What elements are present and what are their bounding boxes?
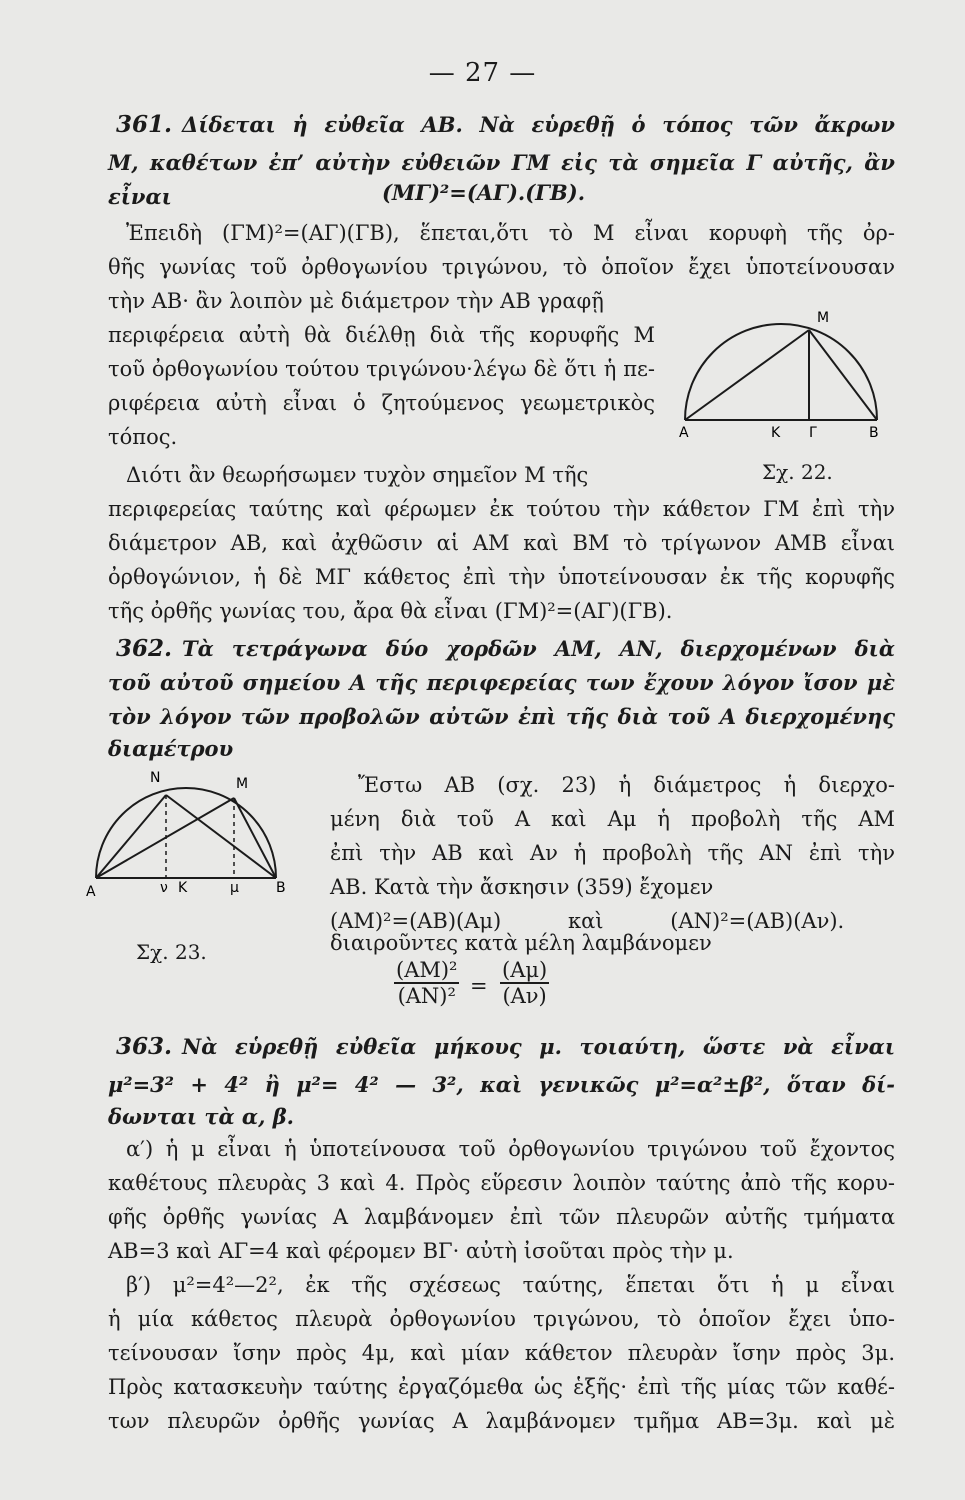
p362-title-line: τοῦ αὐτοῦ σημείου Α τῆς περιφερείας των ἔχουν λόγον ἴσον μὲ bbox=[108, 670, 895, 695]
p363-body-line: των πλευρῶν ὀρθῆς γωνίας Α λαμβάνομεν τμῆμα ΑΒ=3μ. καὶ μὲ bbox=[108, 1409, 895, 1433]
page-number: — 27 — bbox=[428, 58, 537, 88]
p362-body-line: ΑΒ. Κατὰ τὴν ἄσκησιν (359) ἔχομεν bbox=[330, 875, 714, 899]
p361-body2-line-1: Διότι ἂν θεωρήσωμεν τυχὸν σημεῖον Μ τῆς bbox=[126, 463, 589, 487]
figure-22-caption: Σχ. 22. bbox=[762, 460, 833, 484]
p361-body-line: τόπος. bbox=[108, 425, 178, 449]
p363-body-line: ἡ μία κάθετος πλευρὰ ὀρθογωνίου τριγώνου, τὸ ὁποῖον ἔχει ὑπο- bbox=[108, 1307, 895, 1331]
semicircle-arc bbox=[96, 788, 276, 878]
p363-title-text-1: Νὰ εὑρεθῇ εὐθεῖα μήκους μ. τοιαύτη, ὥστε νὰ εἶναι bbox=[182, 1034, 895, 1059]
semicircle-arc bbox=[685, 324, 877, 420]
chord-MB bbox=[234, 798, 276, 878]
label-M: Μ bbox=[236, 776, 249, 792]
fraction-left-numerator: (ΑΜ)² bbox=[396, 958, 458, 982]
label-v: ν bbox=[160, 880, 168, 896]
p363-body-line: φῆς ὀρθῆς γωνίας Α λαμβάνομεν ἐπὶ τῶν πλευρῶν αὐτῆς τμήματα bbox=[108, 1205, 895, 1229]
p361-title-line-1 bbox=[116, 108, 895, 142]
p361-body2-line: περιφερείας ταύτης καὶ φέρωμεν ἐκ τούτου τὴν κάθετον ΓΜ ἐπὶ τὴν bbox=[108, 497, 895, 521]
figure-22 bbox=[675, 300, 890, 440]
label-A: Α bbox=[679, 425, 689, 440]
p362-title-text-1: Τὰ τετράγωνα δύο χορδῶν ΑΜ, ΑΝ, διερχομένων διὰ bbox=[182, 636, 895, 661]
p361-body-line: περιφέρεια αὐτὴ θὰ διέλθῃ διὰ τῆς κορυφῆς Μ bbox=[108, 323, 655, 347]
p362-title-line-1 bbox=[116, 632, 895, 666]
figure-23-caption: Σχ. 23. bbox=[136, 940, 207, 964]
p362-body-line: διαιροῦντες κατὰ μέλη λαμβάνομεν bbox=[330, 931, 712, 955]
p362-title-line: τὸν λόγον τῶν προβολῶν αὐτῶν ἐπὶ τῆς διὰ τοῦ Α διερχομένης bbox=[108, 704, 895, 729]
fraction-right bbox=[500, 958, 549, 1008]
label-A: Α bbox=[86, 884, 96, 900]
p361-title-line-3a: εἶναι bbox=[108, 184, 172, 209]
p363-body-line: καθέτους πλευρὰς 3 καὶ 4. Πρὸς εὕρεσιν λοιπὸν ταύτης ἀπὸ τῆς κορυ- bbox=[108, 1171, 895, 1195]
p361-body-line: τοῦ ὀρθογωνίου τούτου τριγώνου·λέγω δὲ ὅτι ἡ πε- bbox=[108, 357, 655, 381]
label-B: Β bbox=[276, 880, 286, 896]
label-K: Κ bbox=[771, 425, 781, 440]
figure-23 bbox=[82, 760, 302, 900]
p362-body-line: (ΑΜ)²=(ΑΒ)(Αμ) καὶ (ΑΝ)²=(ΑΒ)(Αν). bbox=[330, 909, 845, 933]
fraction-right-numerator: (Αμ) bbox=[502, 958, 548, 982]
p363-title-line: μ²=3² + 4² ἢ μ²= 4² — 3², καὶ γενικῶς μ²=α²±β², ὅταν δί- bbox=[108, 1072, 895, 1097]
p363-body-line: α′) ἡ μ εἶναι ἡ ὑποτείνουσα τοῦ ὀρθογωνίου τριγώνου τοῦ ἔχοντος bbox=[126, 1137, 895, 1161]
p361-body-line: ριφέρεια αὐτὴ εἶναι ὁ ζητούμενος γεωμετρικὸς bbox=[108, 391, 655, 415]
p363-title-line-1 bbox=[116, 1030, 895, 1064]
p361-title-text-1: Δίδεται ἡ εὐθεῖα ΑΒ. Νὰ εὑρεθῇ ὁ τόπος τῶν ἄκρων bbox=[182, 112, 895, 137]
label-K: Κ bbox=[178, 880, 188, 896]
p363-body-line: τείνουσαν ἴσην πρὸς 4μ, καὶ μίαν κάθετον πλευρὰν ἴσην πρὸς 3μ. bbox=[108, 1341, 895, 1365]
p362-body-line: Ἔστω ΑΒ (σχ. 23) ἡ διάμετρος ἡ διερχο- bbox=[358, 773, 895, 797]
label-m: μ bbox=[230, 880, 239, 896]
p361-number: 361. bbox=[116, 111, 173, 138]
label-M: Μ bbox=[817, 310, 830, 326]
p361-body-line: θῆς γωνίας τοῦ ὀρθογωνίου τριγώνου, τὸ ὁποῖον ἔχει ὑποτείνουσαν bbox=[108, 255, 895, 279]
label-N: Ν bbox=[150, 770, 161, 786]
p363-body-line: β′) μ²=4²—2², ἐκ τῆς σχέσεως ταύτης, ἕπεται ὅτι ἡ μ εἶναι bbox=[126, 1273, 895, 1297]
p363-body-line: Πρὸς κατασκευὴν ταύτης ἐργαζόμεθα ὡς ἑξῆς· ἐπὶ τῆς μίας τῶν καθέ- bbox=[108, 1375, 895, 1399]
label-B: Β bbox=[869, 425, 879, 440]
p362-body-line: ἐπὶ τὴν ΑΒ καὶ Αν ἡ προβολὴ τῆς ΑΝ ἐπὶ τὴν bbox=[330, 841, 895, 865]
p362-number: 362. bbox=[116, 635, 173, 662]
p361-body2-line: ὀρθογώνιον, ἡ δὲ ΜΓ κάθετος ἐπὶ τὴν ὑποτείνουσαν ἐκ τῆς κορυφῆς bbox=[108, 565, 895, 589]
p361-body2-line: τῆς ὀρθῆς γωνίας του, ἄρα θὰ εἶναι (ΓΜ)²=(ΑΓ)(ΓΒ). bbox=[108, 599, 673, 623]
p362-body-line: μένη διὰ τοῦ Α καὶ Αμ ἡ προβολὴ τῆς ΑΜ bbox=[330, 807, 895, 831]
fraction-equals: = bbox=[470, 974, 488, 998]
p363-number: 363. bbox=[116, 1033, 173, 1060]
p361-title-line-2: Μ, καθέτων ἐπ’ αὐτὴν εὐθειῶν ΓΜ εἰς τὰ σημεῖα Γ αὐτῆς, ἂν bbox=[108, 150, 895, 175]
p361-body-line: Ἐπειδὴ (ΓΜ)²=(ΑΓ)(ΓΒ), ἕπεται,ὅτι τὸ Μ εἶναι κορυφὴ τῆς ὀρ- bbox=[126, 221, 895, 245]
label-G: Γ bbox=[809, 425, 817, 440]
chord-AM bbox=[685, 330, 809, 420]
p363-body-line: ΑΒ=3 καὶ ΑΓ=4 καὶ φέρομεν ΒΓ· αὐτὴ ἰσοῦται πρὸς τὴν μ. bbox=[108, 1239, 734, 1263]
fraction-left bbox=[394, 958, 459, 1008]
p361-formula: (ΜΓ)²=(ΑΓ).(ΓΒ). bbox=[382, 180, 586, 205]
p362-title-line: διαμέτρου bbox=[108, 736, 234, 761]
p361-body2-line: διάμετρον ΑΒ, καὶ ἀχθῶσιν αἱ ΑΜ καὶ ΒΜ τὸ τρίγωνον ΑΜΒ εἶναι bbox=[108, 531, 895, 555]
fraction-right-denominator: (Αν) bbox=[502, 984, 547, 1008]
chord-AM bbox=[96, 798, 234, 878]
fraction-left-denominator: (ΑΝ)² bbox=[397, 984, 456, 1008]
chord-NB bbox=[166, 795, 276, 878]
p361-body-line: τὴν ΑΒ· ἂν λοιπὸν μὲ διάμετρον τὴν ΑΒ γραφῇ bbox=[108, 289, 604, 313]
p363-title-line: δωνται τὰ α, β. bbox=[108, 1104, 294, 1129]
